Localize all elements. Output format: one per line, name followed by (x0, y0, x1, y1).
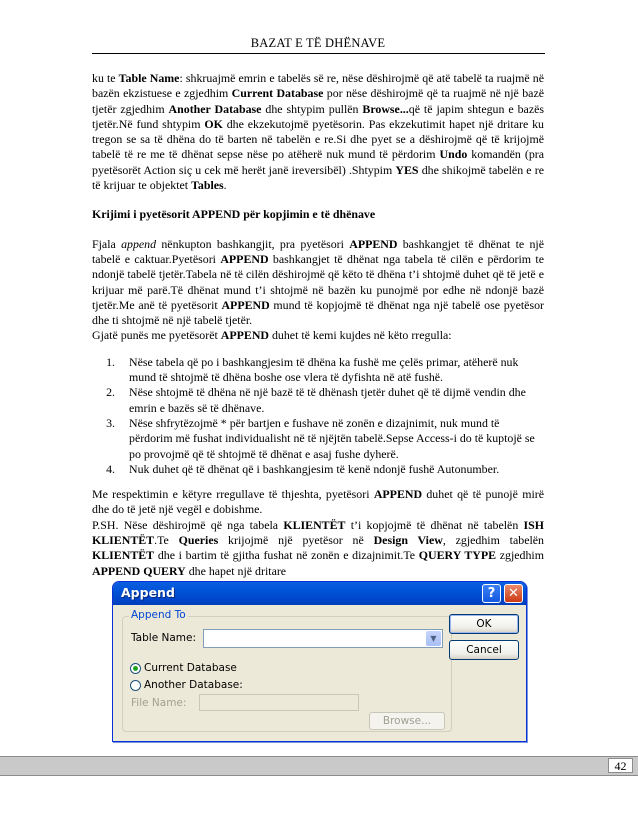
footer-bar (0, 756, 638, 776)
help-icon[interactable]: ? (482, 584, 501, 603)
ok-button[interactable]: OK (449, 614, 519, 634)
table-name-label: Table Name: (131, 632, 197, 644)
browse-button[interactable]: Browse... (369, 712, 445, 730)
rules-list (92, 355, 544, 477)
chevron-down-icon[interactable]: ▼ (426, 631, 441, 646)
header-rule (92, 53, 545, 54)
paragraph-example: P.SH. Nëse dëshirojmë që nga tabela KLIENTËT t’i kopjojmë të dhënat në tabelën ISH KLIENTËT.Te Queries krijojmë një pyetësor në Design View, zgjedhim tabelën KLIENTËT dhe i bartim të gjitha fushat në zonën e dizajnimit.Te QUERY TYPE zgjedhim APPEND QUERY dhe hapet një dritare (92, 517, 545, 578)
paragraph-conclusion: Me respektimin e këtyre rregullave të thjeshta, pyetësori APPEND duhet që të punojë mirë dhe do të jetë një vegël e dobishme. (92, 487, 544, 517)
list-item: 1. Nëse tabela që po i bashkangjesim të dhëna ka fushë me çelës primar, atëherë nuk mund të shtojmë të dhëna boshe ose vlera të dyfishta në atë fushë. (106, 354, 519, 385)
another-database-radio[interactable] (130, 680, 141, 691)
paragraph-rules-intro: Gjatë punës me pyetësorët APPEND duhet të kemi kujdes në këto rregulla: (92, 328, 452, 343)
page-header-title: BAZAT E TË DHËNAVE (250, 36, 386, 50)
append-dialog (112, 581, 527, 742)
paragraph-append-intro: Fjala append nënkupton bashkangjit, pra pyetësori APPEND bashkangjet të dhënat te një tabelë e caktuar.Pyetësori APPEND bashkangjet të dhënat nga tabela të cilën e përdorim te ndonjë tabelë tjetër.Tabela në të cilën dëshirojmë që këto të dhëna t’i shtojmë duhet që të jetë e krijuar më parë.Të dhënat mund t’i shtojmë në bazën ku punojmë por edhe në ndonjë bazë tjetër.Me anë të pyetësorit APPEND mund të kopjojmë të dhënat nga një tabelë ose pyetësor dhe ti shtojmë në një tabelë tjetër. (92, 236, 545, 328)
file-name-label: File Name: (131, 697, 187, 709)
another-database-label: Another Database: (144, 679, 243, 691)
close-icon[interactable]: ✕ (504, 584, 523, 603)
current-database-label: Current Database (144, 662, 237, 674)
cancel-button[interactable]: Cancel (449, 640, 519, 660)
list-item: 4. Nuk duhet që të dhënat që i bashkangjesim të kenë ndonjë fushë Autonumber. (106, 461, 500, 476)
list-item: 3. Nëse shfrytëzojmë * për bartjen e fushave në zonën e dizajnimit, nuk mund të përdorim më fushat individualisht në të njëjtën tabelë.Sepse Access-i do të kuptojë se po provojmë që të shtojmë të dhënat e asaj fushe dyherë. (106, 415, 535, 461)
page-content (92, 71, 544, 579)
dialog-titlebar[interactable] (113, 582, 526, 605)
paragraph-table-name: ku te Table Name: shkruajmë emrin e tabelës së re, nëse dëshirojmë që atë tabelë ta ruajmë në bazën ekzistuese e zgjedhim Current Database por nëse dëshirojmë që ta ruajmë në një bazë tjetër zgjedhim Another Database dhe shtypim pullën Browse...që të japim shtegun e bazës tjetër.Në fund shtypim OK dhe ekzekutojmë pyetësorin. Pas ekzekutimit hapet një dritare ku tregon se sa të dhëna do të barten në tabelën e re.Si dhe pyet se a dëshirojmë që të krijojmë tabelë të re me të dhënat sepse nëse po atëherë nuk mund të përdorim Undo komandën (pra pyetësorët Action siç u cek më herët janë ireversibël) .Shtypim YES dhe shikojmë tabelën e re të krijuar te objektet Tables. (92, 71, 545, 193)
file-name-input[interactable] (199, 694, 359, 711)
dialog-title: Append (121, 585, 175, 600)
table-name-combobox[interactable] (203, 629, 443, 648)
current-database-radio[interactable] (130, 663, 141, 674)
append-to-group (122, 609, 452, 732)
group-label: Append To (131, 609, 186, 621)
page-number: 42 (608, 758, 633, 773)
section-heading: Krijimi i pyetësorit APPEND për kopjimin e të dhënave (92, 207, 376, 222)
list-item: 2. Nëse shtojmë të dhëna në një bazë të të dhënash tjetër duhet që të dijmë vendin dhe emrin e bazës së të dhënave. (106, 385, 526, 415)
